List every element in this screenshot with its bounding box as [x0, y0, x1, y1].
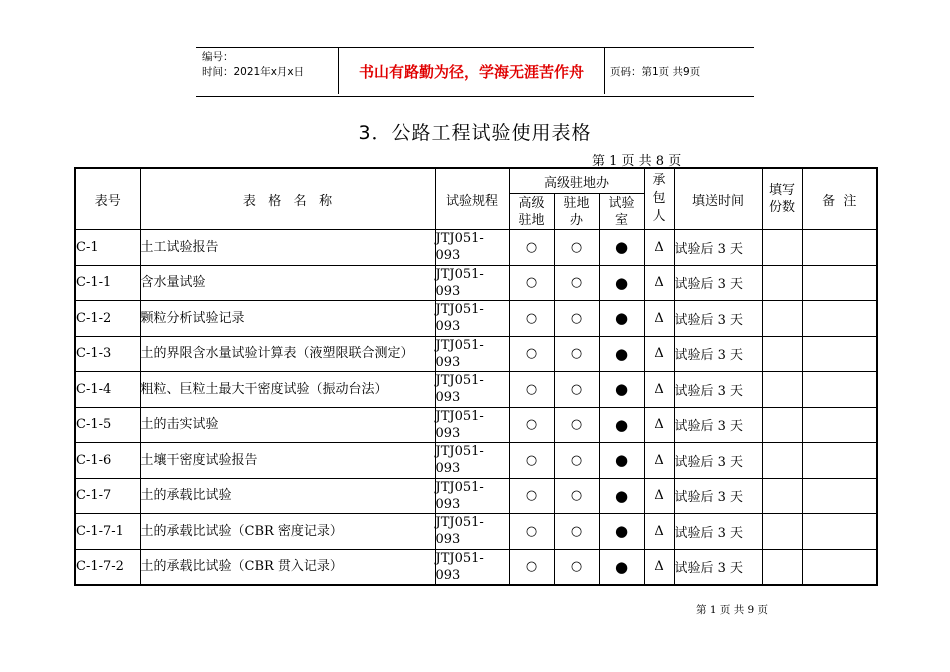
- header-standard: 试验规程: [435, 168, 509, 230]
- row-name: 土壤干密度试验报告: [140, 443, 435, 479]
- header-remarks: 备 注: [802, 168, 877, 230]
- row-resident-mark: ○: [554, 549, 599, 585]
- row-resident-mark: ○: [554, 443, 599, 479]
- table-row: [75, 301, 877, 337]
- row-name: 土工试验报告: [140, 230, 435, 266]
- row-submit-time: 试验后 3 天: [674, 478, 762, 514]
- row-no: C-1-6: [75, 443, 140, 479]
- row-contractor-mark: Δ: [644, 549, 674, 585]
- row-lab-mark: ●: [599, 407, 644, 443]
- header-meta: [196, 48, 338, 94]
- page-title: 3．公路工程试验使用表格: [358, 122, 592, 144]
- row-copies: [762, 549, 802, 585]
- row-name: 含水量试验: [140, 265, 435, 301]
- row-resident-mark: ○: [554, 265, 599, 301]
- row-senior-mark: ○: [509, 443, 554, 479]
- row-lab-mark: ●: [599, 478, 644, 514]
- row-contractor-mark: Δ: [644, 372, 674, 408]
- table-row: [75, 372, 877, 408]
- number-label: 编号：: [202, 51, 234, 63]
- row-remarks: [802, 443, 877, 479]
- row-contractor-mark: Δ: [644, 478, 674, 514]
- row-remarks: [802, 407, 877, 443]
- header-submit-time: 填送时间: [674, 168, 762, 230]
- row-resident-mark: ○: [554, 514, 599, 550]
- header-no: 表号: [75, 168, 140, 230]
- row-copies: [762, 301, 802, 337]
- table-row: [75, 549, 877, 585]
- row-name: 粗粒、巨粒土最大干密度试验（振动台法）: [140, 372, 435, 408]
- row-no: C-1-3: [75, 336, 140, 372]
- row-name: 土的承载比试验: [140, 478, 435, 514]
- row-copies: [762, 372, 802, 408]
- row-resident-mark: ○: [554, 336, 599, 372]
- header-name: 表 格 名 称: [140, 168, 435, 230]
- row-senior-mark: ○: [509, 514, 554, 550]
- row-no: C-1-4: [75, 372, 140, 408]
- row-standard: JTJ051-093: [435, 301, 509, 337]
- table-row: [75, 407, 877, 443]
- row-copies: [762, 514, 802, 550]
- row-senior-mark: ○: [509, 265, 554, 301]
- row-resident-mark: ○: [554, 372, 599, 408]
- header-copies: 填写份数: [762, 168, 802, 230]
- table-row: [75, 265, 877, 301]
- row-no: C-1-1: [75, 265, 140, 301]
- row-copies: [762, 265, 802, 301]
- row-submit-time: 试验后 3 天: [674, 265, 762, 301]
- row-name: 颗粒分析试验记录: [140, 301, 435, 337]
- row-no: C-1-7-1: [75, 514, 140, 550]
- row-submit-time: 试验后 3 天: [674, 443, 762, 479]
- row-contractor-mark: Δ: [644, 301, 674, 337]
- table-row: [75, 336, 877, 372]
- row-standard: JTJ051-093: [435, 443, 509, 479]
- row-lab-mark: ●: [599, 301, 644, 337]
- row-lab-mark: ●: [599, 443, 644, 479]
- row-no: C-1-5: [75, 407, 140, 443]
- row-lab-mark: ●: [599, 514, 644, 550]
- row-submit-time: 试验后 3 天: [674, 549, 762, 585]
- table-row: [75, 230, 877, 266]
- row-no: C-1-7: [75, 478, 140, 514]
- row-no: C-1: [75, 230, 140, 266]
- row-copies: [762, 336, 802, 372]
- row-lab-mark: ●: [599, 372, 644, 408]
- row-standard: JTJ051-093: [435, 514, 509, 550]
- row-copies: [762, 407, 802, 443]
- row-remarks: [802, 372, 877, 408]
- row-submit-time: 试验后 3 天: [674, 336, 762, 372]
- row-remarks: [802, 336, 877, 372]
- row-remarks: [802, 265, 877, 301]
- test-forms-table: [74, 167, 878, 586]
- row-lab-mark: ●: [599, 549, 644, 585]
- page-footer: 第 1 页 共 9 页: [696, 604, 769, 616]
- header-senior: 高级驻地: [509, 194, 554, 230]
- row-remarks: [802, 478, 877, 514]
- row-remarks: [802, 230, 877, 266]
- row-copies: [762, 230, 802, 266]
- row-submit-time: 试验后 3 天: [674, 301, 762, 337]
- row-standard: JTJ051-093: [435, 230, 509, 266]
- row-standard: JTJ051-093: [435, 478, 509, 514]
- row-standard: JTJ051-093: [435, 265, 509, 301]
- header-resident: 驻地办: [554, 194, 599, 230]
- row-remarks: [802, 301, 877, 337]
- header-contractor: 承包人: [644, 168, 674, 230]
- row-senior-mark: ○: [509, 336, 554, 372]
- row-standard: JTJ051-093: [435, 372, 509, 408]
- header-page-code: 页码：第1页 共9页: [610, 65, 701, 78]
- row-no: C-1-7-2: [75, 549, 140, 585]
- row-contractor-mark: Δ: [644, 336, 674, 372]
- row-contractor-mark: Δ: [644, 265, 674, 301]
- row-resident-mark: ○: [554, 301, 599, 337]
- row-contractor-mark: Δ: [644, 443, 674, 479]
- row-remarks: [802, 514, 877, 550]
- row-name: 土的承载比试验（CBR 密度记录）: [140, 514, 435, 550]
- row-resident-mark: ○: [554, 478, 599, 514]
- table-row: [75, 478, 877, 514]
- table-row: [75, 443, 877, 479]
- row-lab-mark: ●: [599, 336, 644, 372]
- row-resident-mark: ○: [554, 230, 599, 266]
- row-standard: JTJ051-093: [435, 336, 509, 372]
- table-page-info: 第 1 页 共 8 页: [592, 154, 682, 169]
- row-submit-time: 试验后 3 天: [674, 407, 762, 443]
- header-motto: 书山有路勤为径，学海无涯苦作舟: [338, 48, 605, 94]
- row-resident-mark: ○: [554, 407, 599, 443]
- row-senior-mark: ○: [509, 407, 554, 443]
- header-group: 高级驻地办: [509, 168, 644, 194]
- time-label: 时间：2021年x月x日: [202, 66, 305, 78]
- row-remarks: [802, 549, 877, 585]
- row-senior-mark: ○: [509, 549, 554, 585]
- row-name: 土的击实试验: [140, 407, 435, 443]
- row-senior-mark: ○: [509, 301, 554, 337]
- row-name: 土的界限含水量试验计算表（液塑限联合测定）: [140, 336, 435, 372]
- row-contractor-mark: Δ: [644, 514, 674, 550]
- row-copies: [762, 443, 802, 479]
- header-lab: 试验室: [599, 194, 644, 230]
- row-copies: [762, 478, 802, 514]
- row-no: C-1-2: [75, 301, 140, 337]
- row-submit-time: 试验后 3 天: [674, 372, 762, 408]
- row-senior-mark: ○: [509, 230, 554, 266]
- row-submit-time: 试验后 3 天: [674, 230, 762, 266]
- row-lab-mark: ●: [599, 230, 644, 266]
- row-lab-mark: ●: [599, 265, 644, 301]
- row-senior-mark: ○: [509, 372, 554, 408]
- table-row: [75, 514, 877, 550]
- row-standard: JTJ051-093: [435, 407, 509, 443]
- row-standard: JTJ051-093: [435, 549, 509, 585]
- row-name: 土的承载比试验（CBR 贯入记录）: [140, 549, 435, 585]
- row-senior-mark: ○: [509, 478, 554, 514]
- row-contractor-mark: Δ: [644, 230, 674, 266]
- row-contractor-mark: Δ: [644, 407, 674, 443]
- row-submit-time: 试验后 3 天: [674, 514, 762, 550]
